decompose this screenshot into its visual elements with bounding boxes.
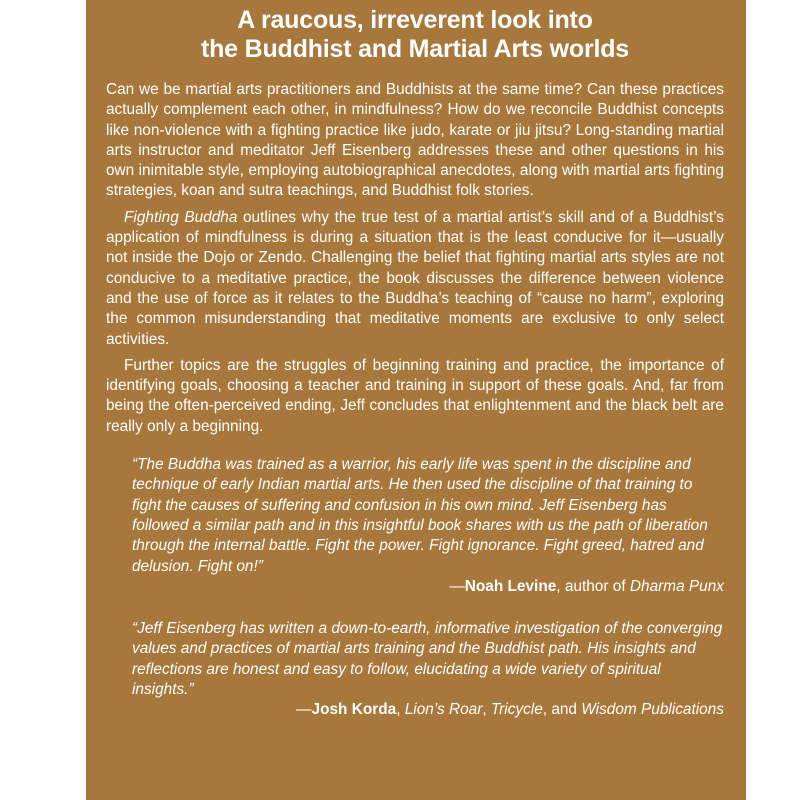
- book-title: Fighting Buddha: [124, 208, 238, 226]
- attribution-dash: —: [296, 701, 312, 719]
- endorsement-1: [106, 455, 724, 597]
- attribution-separator: ,: [482, 701, 491, 719]
- headline-line-1: A raucous, irreverent look into: [237, 6, 593, 34]
- headline-line-2: the Buddhist and Martial Arts worlds: [200, 35, 630, 63]
- description-paragraph-2: [106, 208, 724, 350]
- back-cover: [86, 0, 746, 800]
- description-paragraph-3: Further topics are the struggles of beginning training and practice, the importance of identifying goals, choosing a teacher and training in support of these goals. And, far from being the often-perceived ending, Jeff concludes that enlightenment and the black belt are really only a beginning.: [106, 356, 724, 435]
- endorsement-1-attribution: [106, 577, 724, 597]
- endorser-name: Josh Korda: [311, 701, 397, 719]
- endorser-work-1: Lion’s Roar: [404, 701, 483, 719]
- attribution-separator: , and: [542, 701, 582, 719]
- endorsement-2-attribution: [106, 700, 724, 720]
- endorser-name: Noah Levine: [464, 577, 557, 595]
- attribution-text: , author of: [556, 577, 630, 595]
- endorser-work-3: Wisdom Publications: [581, 701, 724, 719]
- endorsement-2: [106, 619, 724, 720]
- endorsement-2-text: “Jeff Eisenberg has written a down-to-earth, informative investigation of the converging values and practices of martial arts training and the Buddhist path. His insights and reflections are honest and easy to follow, elucidating a wide variety of spiritual insights.”: [132, 620, 723, 699]
- paragraph-2-text: outlines why the true test of a martial artist’s skill and of a Buddhist’s application of mindfulness is during a situation that is the least conducive for it—usually not inside the Dojo or Zendo. Challenging the belief that fighting martial arts styles are not conducive to a meditative practice, the book discusses the difference between violence and the use of force as it relates to the Buddha’s teaching of “cause no harm”, exploring the common misunderstanding that meditative moments are exclusive to only select activities.: [106, 208, 724, 348]
- attribution-separator: ,: [396, 701, 405, 719]
- attribution-dash: —: [449, 577, 465, 595]
- description-paragraph-1: Can we be martial arts practitioners and Buddhists at the same time? Can these practices actually complement each other, in mindfulness? How do we reconcile Buddhist concepts like non-violence with a fighting practice like judo, karate or jiu jitsu? Long-standing martial arts instructor and meditator Jeff Eisenberg addresses these and other questions in his own inimitable style, employing autobiographical anecdotes, along with martial arts fighting strategies, koan and sutra teachings, and Buddhist folk stories.: [106, 81, 724, 200]
- endorsement-1-text: “The Buddha was trained as a warrior, his early life was spent in the discipline and technique of early Indian martial arts. He then used the discipline of that training to fight the causes of suffering and confusion in his own mind. Jeff Eisenberg has followed a similar path and in this insightful book shares with us the path of liberation through the internal battle. Fight the power. Fight ignorance. Fight greed, hatred and delusion. Fight on!”: [132, 456, 708, 575]
- endorser-work-2: Tricycle: [490, 701, 543, 719]
- headline: [106, 6, 724, 64]
- endorser-work: Dharma Punx: [629, 577, 724, 595]
